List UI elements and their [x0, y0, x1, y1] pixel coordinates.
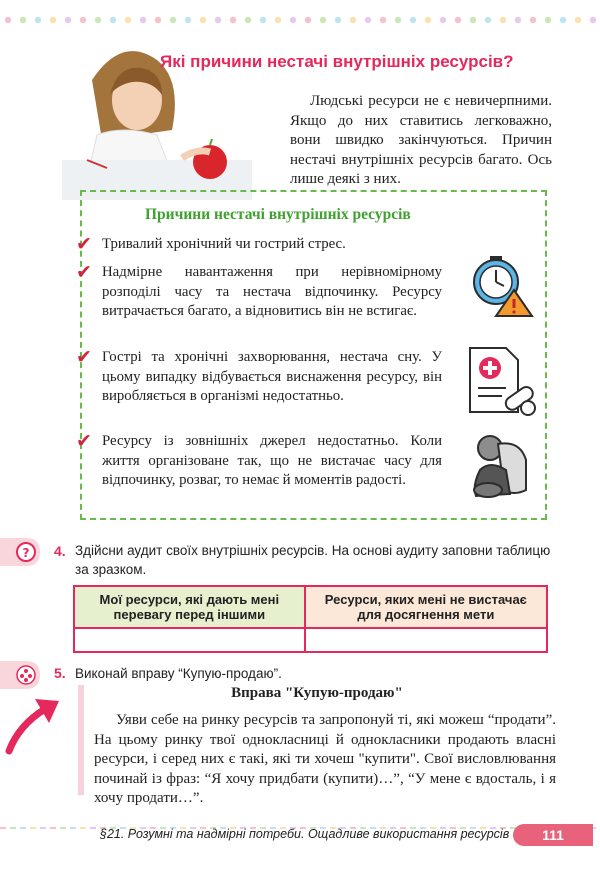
task-4-number: 4. — [54, 543, 66, 559]
section-heading: Які причини нестачі внутрішніх ресурсів? — [160, 52, 514, 71]
table-cell-empty — [74, 628, 305, 652]
check-icon: ✔ — [76, 346, 92, 368]
sad-person-icon — [470, 430, 532, 507]
reason-item-4: Ресурсу із зовнішніх джерел недостатньо. Коли життя організоване так, що не вистачає часу для відпочинку, розваг, то немає й моментів радості. — [102, 433, 442, 488]
reason-item-1: Тривалий хронічний чи гострий стрес. — [102, 236, 346, 252]
check-icon: ✔ — [76, 430, 92, 452]
task-4-text: Здійсни аудит своїх внутрішніх ресурсів. На основі аудиту заповни таблицю за зразком. — [75, 543, 551, 577]
exercise-title: Вправа "Купую-продаю" — [231, 685, 403, 701]
svg-text:?: ? — [22, 546, 30, 560]
reason-item-2: Надмірне навантаження при нерівномірному розподілі часу та нестача відпочинку. Ресурсу витрачається багато, а відновитись він не встигає. — [102, 264, 442, 319]
question-tab-marker — [0, 538, 40, 571]
table-cell-empty — [305, 628, 547, 652]
task-5-number: 5. — [54, 665, 66, 681]
table-header-strengths: Мої ресурси, які дають мені перевагу перед іншими — [74, 586, 305, 628]
exercise-block — [78, 685, 556, 806]
audit-table — [73, 585, 548, 653]
footer-chapter-title: §21. Розумні та надмірні потреби. Ощадливе використання ресурсів — [100, 827, 510, 841]
page-number: 111 — [513, 824, 593, 846]
footer-dashed-line — [0, 817, 600, 821]
intro-paragraph: Людські ресурси не є невичерпними. Якщо до них ставитись легковажно, вони швидко закінчуються. Причин нестачі внутрішніх ресурсів багато. Ось лише деякі з них. — [290, 93, 552, 187]
reasons-box-title: Причини нестачі внутрішніх ресурсів — [145, 206, 411, 223]
exercise-text: Уяви себе на ринку ресурсів та запропонуй ті, які можеш “продати”. На цьому ринку твої однокласниці й однокласники продають власні ресурси, і серед них є такі, які ти хочеш "купити". Свої висловлювання починай із фраз: “Я хочу придбати (купити)…”, “У мене є вдосталь, і я хочу продати…”. — [94, 712, 556, 806]
task-5-text: Виконай вправу “Купую-продаю”. — [75, 666, 282, 681]
check-icon: ✔ — [76, 261, 92, 283]
pink-arrow-icon — [5, 695, 65, 760]
top-dots-decoration — [0, 12, 600, 22]
clock-warning-icon — [470, 252, 534, 323]
table-header-lacking: Ресурси, яких мені не вистачає для досягнення мети — [305, 586, 547, 628]
reason-item-3: Гострі та хронічні захворювання, нестача сну. У цьому випадку відбувається виснаження ресурсу, він виробляється в організмі недостатньо. — [102, 349, 442, 404]
group-work-tab-marker — [0, 661, 40, 694]
check-icon: ✔ — [76, 233, 92, 255]
medical-report-pills-icon — [466, 346, 538, 421]
